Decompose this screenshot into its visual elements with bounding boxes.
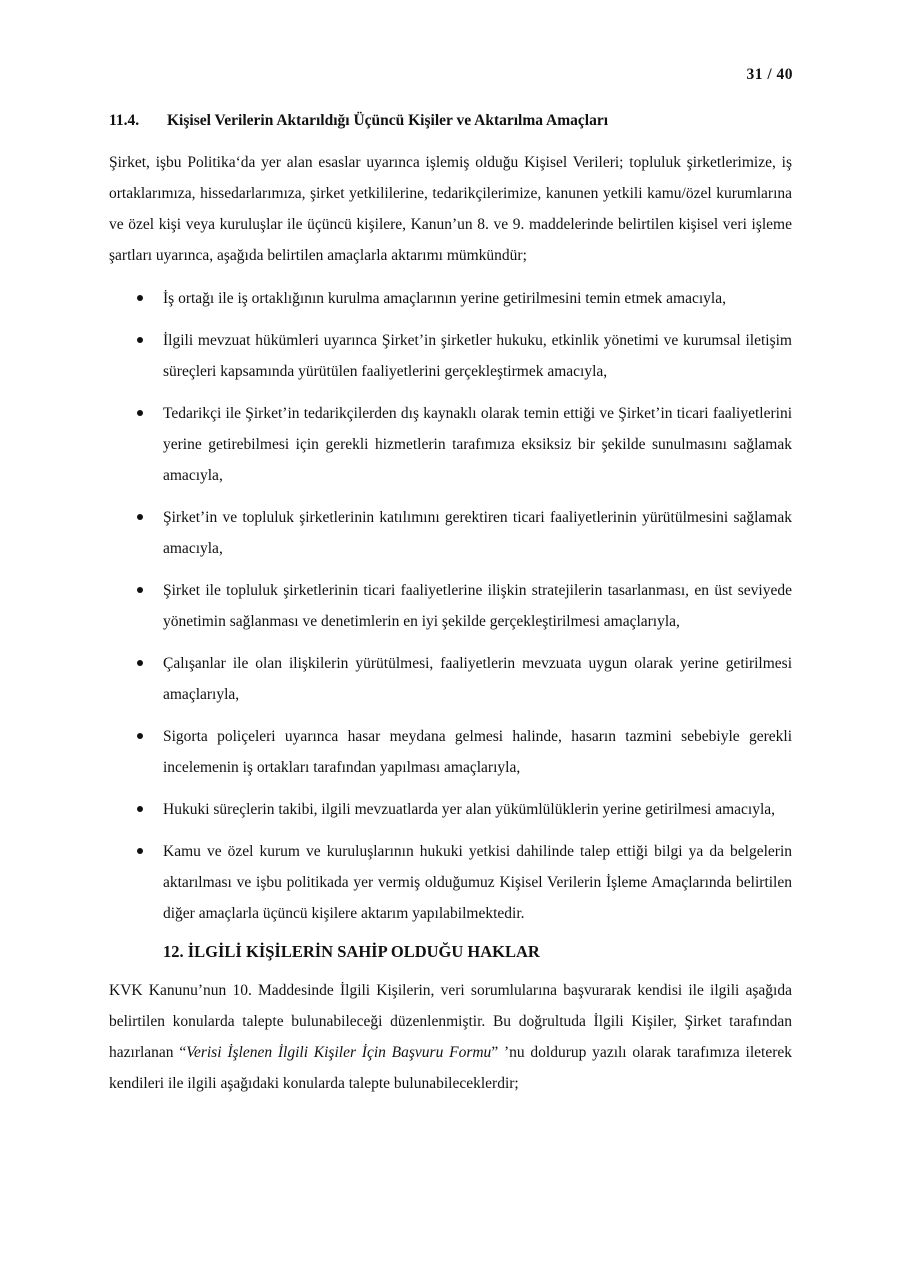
section-heading-11-4 [109, 110, 792, 132]
list-item [109, 575, 792, 637]
list-item-text: Şirket ile topluluk şirketlerinin ticari faaliyetlerine ilişkin stratejilerin tasarlanması, en üst seviyede yönetimin sağlanması ve denetimlerin en iyi şekilde gerçekleştirilmesi amaçlarıyla, [163, 582, 792, 630]
bullet-icon [137, 514, 143, 520]
list-item [109, 836, 792, 929]
bullet-icon [137, 295, 143, 301]
list-item-text: İlgili mevzuat hükümleri uyarınca Şirket’in şirketler hukuku, etkinlik yönetimi ve kurumsal iletişim süreçleri kapsamında yürütülen faaliyetlerini gerçekleştirmek amacıyla, [163, 332, 792, 380]
list-item-text: Hukuki süreçlerin takibi, ilgili mevzuatlarda yer alan yükümlülüklerin yerine getirilmesi amacıyla, [163, 801, 776, 818]
purpose-list [109, 283, 792, 929]
section-heading-12: 12. İLGİLİ KİŞİLERİN SAHİP OLDUĞU HAKLAR [163, 942, 540, 961]
list-item-text: Kamu ve özel kurum ve kuruluşlarının hukuki yetkisi dahilinde talep ettiği bilgi ya da belgelerin aktarılması ve işbu politikada yer vermiş olduğumuz Kişisel Verilerin İşleme Amaçlarında belirtilen diğer amaçlarla üçüncü kişilere aktarım yapılabilmektedir. [163, 843, 792, 922]
bullet-icon [137, 848, 143, 854]
list-item [109, 398, 792, 491]
page-number: 31 / 40 [746, 66, 793, 83]
list-item [109, 794, 792, 825]
rights-text-start: KVK Kanunu’nun 10. Maddesinde İlgili Kişilerin, veri sorumlularına başvurarak kendisi ile ilgili aşağıda belirtilen konularda talepte bulunabileceği düzenlenmiştir. Bu doğrultuda İlgili Kişiler, Şirket tarafından hazırlanan “ [109, 982, 792, 1061]
section-intro-paragraph: Şirket, işbu Politika‘da yer alan esaslar uyarınca işlemiş olduğu Kişisel Verileri; topluluk şirketlerimize, iş ortaklarımıza, hissedarlarımıza, şirket yetkililerine, tedarikçilerimize, kanunen yetkili kamu/özel kurumlarına ve özel kişi veya kuruluşlar ile üçüncü kişilere, Kanun’un 8. ve 9. maddelerinde belirtilen kişisel veri işleme şartları uyarınca, aşağıda belirtilen amaçlarla aktarımı mümkündür; [109, 154, 792, 264]
list-item-text: Çalışanlar ile olan ilişkilerin yürütülmesi, faaliyetlerin mevzuata uygun olarak yerine getirilmesi amaçlarıyla, [163, 655, 792, 703]
rights-paragraph [109, 975, 792, 1099]
application-form-name: Verisi İşlenen İlgili Kişiler İçin Başvuru Formu [186, 1044, 492, 1061]
list-item-text: Sigorta poliçeleri uyarınca hasar meydana gelmesi halinde, hasarın tazmini sebebiyle gerekli incelemenin iş ortakları tarafından yapılması amaçlarıyla, [163, 728, 792, 776]
list-item-text: Tedarikçi ile Şirket’in tedarikçilerden dış kaynaklı olarak temin ettiği ve Şirket’in ticari faaliyetlerini yerine getirebilmesi için gerekli hizmetlerin tarafımıza eksiksiz bir şekilde sunulmasını sağlamak amacıyla, [163, 405, 792, 484]
bullet-icon [137, 660, 143, 666]
bullet-icon [137, 806, 143, 812]
list-item [109, 721, 792, 783]
list-item [109, 283, 792, 314]
list-item-text: İş ortağı ile iş ortaklığının kurulma amaçlarının yerine getirilmesini temin etmek amacıyla, [163, 290, 726, 307]
bullet-icon [137, 337, 143, 343]
list-item [109, 325, 792, 387]
list-item-text: Şirket’in ve topluluk şirketlerinin katılımını gerektiren ticari faaliyetlerinin yürütülmesini sağlamak amacıyla, [163, 509, 792, 557]
rights-text-end: ” ’nu doldurup yazılı olarak tarafımıza ileterek kendileri ile ilgili aşağıdaki konularda talepte bulunabileceklerdir; [109, 1044, 792, 1092]
list-item [109, 502, 792, 564]
section-title: Kişisel Verilerin Aktarıldığı Üçüncü Kişiler ve Aktarılma Amaçları [167, 112, 609, 129]
bullet-icon [137, 587, 143, 593]
list-item [109, 648, 792, 710]
bullet-icon [137, 733, 143, 739]
page-content [109, 110, 792, 1099]
section-number: 11.4. [109, 112, 140, 129]
bullet-icon [137, 410, 143, 416]
